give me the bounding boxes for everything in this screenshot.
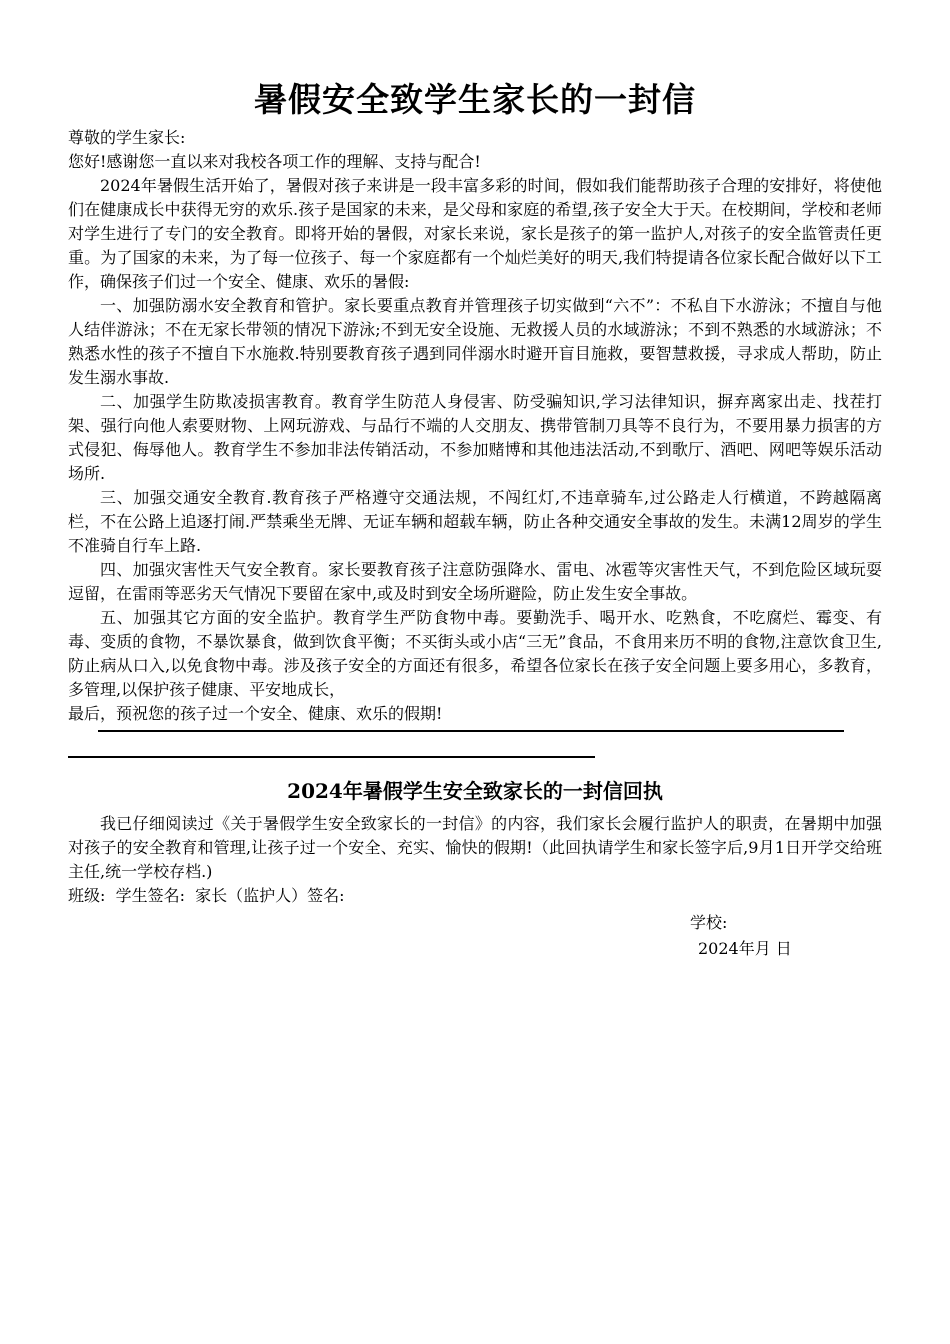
class-label: 班级: xyxy=(68,886,106,905)
parent-sign-label: 家长（监护人）签名: xyxy=(195,886,345,905)
other-safety-paragraph: 五、加强其它方面的安全监护。教育学生严防食物中毒。要勤洗手、喝开水、吃熟食，不吃腐烂、霉变、有毒、变质的食物，不暴饮暴食，做到饮食平衡；不买街头或小店“三无”食品，不食用来历不明的食物,注意饮食卫生,防止病从口入,以免食物中毒。涉及孩子安全的方面还有很多，希望各位家长在孩子安全问题上要多用心，多教育，多管理,以保护孩子健康、平安地成长， xyxy=(68,608,882,699)
letter-page xyxy=(68,78,882,962)
date-label: 2024年月 日 xyxy=(698,939,792,958)
cut-line-divider xyxy=(98,730,844,732)
anti-bullying-paragraph: 二、加强学生防欺凌损害教育。教育学生防范人身侵害、防受骗知识,学习法律知识，摒弃离家出走、找茬打架、强行向他人索要财物、上网玩游戏、与品行不端的人交朋友、携带管制刀具等不良行为，不要用暴力损害的方式侵犯、侮辱他人。教育学生不参加非法传销活动，不参加赌博和其他违法活动,不到歌厅、酒吧、网吧等娱乐活动场所. xyxy=(68,392,882,483)
traffic-safety-paragraph: 三、加强交通安全教育.教育孩子严格遵守交通法规，不闯红灯,不违章骑车,过公路走人行横道，不跨越隔离栏，不在公路上追逐打闹.严禁乘坐无牌、无证车辆和超载车辆，防止各种交通安全事故的发生。未满12周岁的学生不准骑自行车上路. xyxy=(68,488,882,555)
receipt-title: 2024年暑假学生安全致家长的一封信回执 xyxy=(287,779,663,803)
signature-row xyxy=(68,884,882,908)
weather-safety-paragraph: 四、加强灾害性天气安全教育。家长要教育孩子注意防强降水、雷电、冰雹等灾害性天气，不到危险区域玩耍逗留，在雷雨等恶劣天气情况下要留在家中,或及时到安全场所避险，防止发生安全事故。 xyxy=(68,560,882,603)
closing-line: 最后，预祝您的孩子过一个安全、健康、欢乐的假期! xyxy=(68,704,443,723)
letter-title: 暑假安全致学生家长的一封信 xyxy=(254,80,696,119)
drowning-prevention-paragraph: 一、加强防溺水安全教育和管护。家长要重点教育并管理孩子切实做到“六不”：不私自下水游泳；不擅自与他人结伴游泳；不在无家长带领的情况下游泳;不到无安全设施、无救援人员的水域游泳；不到不熟悉的水域游泳；不熟悉水性的孩子不擅自下水施救.特别要教育孩子遇到同伴溺水时避开盲目施救，要智慧救援，寻求成人帮助，防止发生溺水事故. xyxy=(68,296,882,387)
intro-paragraph: 2024年暑假生活开始了，暑假对孩子来讲是一段丰富多彩的时间，假如我们能帮助孩子合理的安排好，将使他们在健康成长中获得无穷的欢乐.孩子是国家的未来，是父母和家庭的希望,孩子安全大于天。在校期间，学校和老师对学生进行了专门的安全教育。即将开始的暑假，对家长来说，家长是孩子的第一监护人,对孩子的安全监管责任更重。为了国家的未来，为了每一位孩子、每一个家庭都有一个灿烂美好的明天,我们特提请各位家长配合做好以下工作，确保孩子们过一个安全、健康、欢乐的暑假: xyxy=(68,176,882,291)
school-label: 学校: xyxy=(690,913,728,932)
greeting: 您好!感谢您一直以来对我校各项工作的理解、支持与配合! xyxy=(68,152,481,171)
receipt-body: 我已仔细阅读过《关于暑假学生安全致家长的一封信》的内容，我们家长会履行监护人的职责，在暑期中加强对孩子的安全教育和管理,让孩子过一个安全、充实、愉快的假期!（此回执请学生和家长签字后,9月1日开学交给班主任,统一学校存档.) xyxy=(68,814,882,881)
student-sign-label: 学生签名: xyxy=(115,886,185,905)
school-date-block xyxy=(690,910,882,962)
cut-line-divider-continued xyxy=(68,756,595,758)
salutation: 尊敬的学生家长: xyxy=(68,128,186,147)
